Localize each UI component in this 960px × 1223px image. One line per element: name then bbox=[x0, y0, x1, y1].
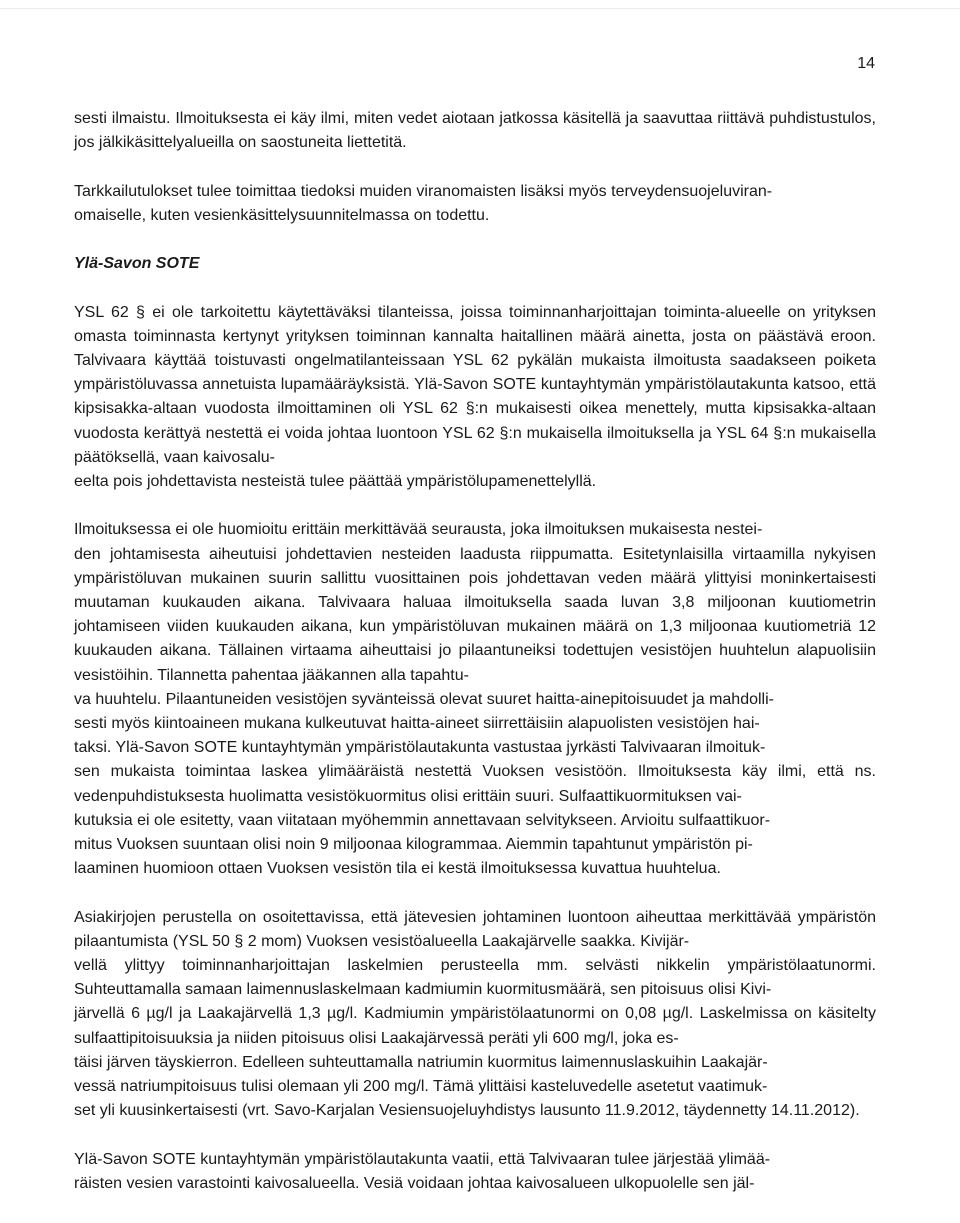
paragraph-5: Asiakirjojen perustella on osoitettavissa, että jätevesien johtaminen luontoon aiheuttaa merkittävää ympäristön pilaantumista (YSL 50 § 2 mom) Vuoksen vesistöalueella Laakajärvelle saakka. Kivijär- vellä ylittyy toiminnanharjoittajan laskelmien perusteella mm. selvästi nikkelin ympäristölaatunormi. Suhteuttamalla samaan laimennuslaskelmaan kadmiumin kuormitusmäärä, sen pitoisuus olisi Kivi- järvellä 6 µg/l ja Laakajärvellä 1,3 µg/l. Kadmiumin ympäristölaatunormi on 0,08 µg/l. Laskelmissa on käsitelty sulfaattipitoisuuksia ja niiden pitoisuus olisi Laakajärvessä peräti yli 600 mg/l, joka es- täisi järven täyskierron. Edelleen suhteuttamalla natriumin kuormitus laimennuslaskuihin Laakajär- vessä natriumpitoisuus tulisi olemaan yli 200 mg/l. Tämä ylittäisi kasteluvedelle asetetut vaatimuk- set yli kuusinkertaisesti (vrt. Savo-Karjalan Vesiensuojeluyhdistys lausunto 11.9.2012, täydennetty 14.11.2012). bbox=[74, 908, 876, 1120]
paragraph-4: Ilmoituksessa ei ole huomioitu erittäin merkittävää seurausta, joka ilmoituksen mukaisesta nestei- den johtamisesta aiheutuisi johdettavien nesteiden laadusta riippumatta. Esitetynlaisilla virtaamilla nykyisen ympäristöluvan mukainen suurin sallittu vuosittainen pois johdettavan veden määrä ylittyisi moninkertaisesti muutaman kuukauden aikana. Talvivaara haluaa ilmoituksella saada luvan 3,8 miljoonan kuutiometrin johtamiseen viiden kuukauden aikana, kun ympäristöluvan mukainen määrä on 1,3 miljoonaa kuutiometriä 12 kuukauden aikana. Tällainen virtaama aiheuttaisi jo pilaantuneiksi todettujen vesistöjen huuhtelun alapuolisiin vesistöihin. Tilannetta pahentaa jääkannen alla tapahtu- va huuhtelu. Pilaantuneiden vesistöjen syvänteissä olevat suuret haitta-ainepitoisuudet ja mahdolli- sesti myös kiintoaineen mukana kulkeutuvat haitta-aineet siirrettäisiin alapuolisten vesistöjen hai- taksi. Ylä-Savon SOTE kuntayhtymän ympäristölautakunta vastustaa jyrkästi Talvivaaran ilmoituk- sen mukaista toimintaa laskea ylimääräistä nestettä Vuoksen vesistöön. Ilmoituksesta käy ilmi, että ns. vedenpuhdistuksesta huolimatta vesistökuormitus olisi erittäin suuri. Sulfaattikuormituksen vai- kutuksia ei ole esitetty, vaan viitataan myöhemmin annettavaan selvitykseen. Arvioitu sulfaattikuor- mitus Vuoksen suuntaan olisi noin 9 miljoonaa kilogrammaa. Aiemmin tapahtunut ympäristön pi- laaminen huomioon ottaen Vuoksen vesistön tila ei kestä ilmoituksessa kuvattua huuhtelua. bbox=[74, 521, 876, 878]
page-number: 14 bbox=[857, 55, 875, 72]
section-heading: Ylä-Savon SOTE bbox=[74, 255, 200, 273]
paragraph-2: Tarkkailutulokset tulee toimittaa tiedoksi muiden viranomaisten lisäksi myös terveydensuojeluviran- omaiselle, kuten vesienkäsittelysuunnitelmassa on todettu. bbox=[74, 182, 773, 224]
document-body bbox=[74, 107, 876, 1196]
paragraph-6: Ylä-Savon SOTE kuntayhtymän ympäristölautakunta vaatii, että Talvivaaran tulee järjestää ylimää- räisten vesien varastointi kaivosalueella. Vesiä voidaan johtaa kaivosalueen ulkopuolelle sen jäl- bbox=[74, 1150, 771, 1192]
paragraph-1: sesti ilmaistu. Ilmoituksesta ei käy ilmi, miten vedet aiotaan jatkossa käsitellä ja saavuttaa riittävä puhdistustulos, jos jälkikäsittelyalueilla on saostuneita liettetitä. bbox=[74, 110, 876, 152]
paragraph-3: YSL 62 § ei ole tarkoitettu käytettäväksi tilanteissa, joissa toiminnanharjoittajan toiminta-alueelle on yrityksen omasta toiminnasta kertynyt yrityksen toiminnan kannalta haitallinen määrä ainetta, josta on päästävä eroon. Talvivaara käyttää toistuvasti ongelmatilanteissaan YSL 62 pykälän mukaista ilmoitusta saadakseen poiketa ympäristöluvassa annetuista lupamääräyksistä. Ylä-Savon SOTE kuntayhtymän ympäristölautakunta katsoo, että kipsisakka-altaan vuodosta ilmoittaminen oli YSL 62 §:n mukaisesti oikea menettely, mutta kipsisakka-altaan vuodosta kerättyä nestettä ei voida johtaa luontoon YSL 62 §:n mukaisella ilmoituksella ja YSL 64 §:n mukaisella päätöksellä, vaan kaivosalu- eelta pois johdettavista nesteistä tulee päättää ympäristölupamenettelyllä. bbox=[74, 303, 876, 490]
page-top-rule bbox=[0, 8, 960, 9]
